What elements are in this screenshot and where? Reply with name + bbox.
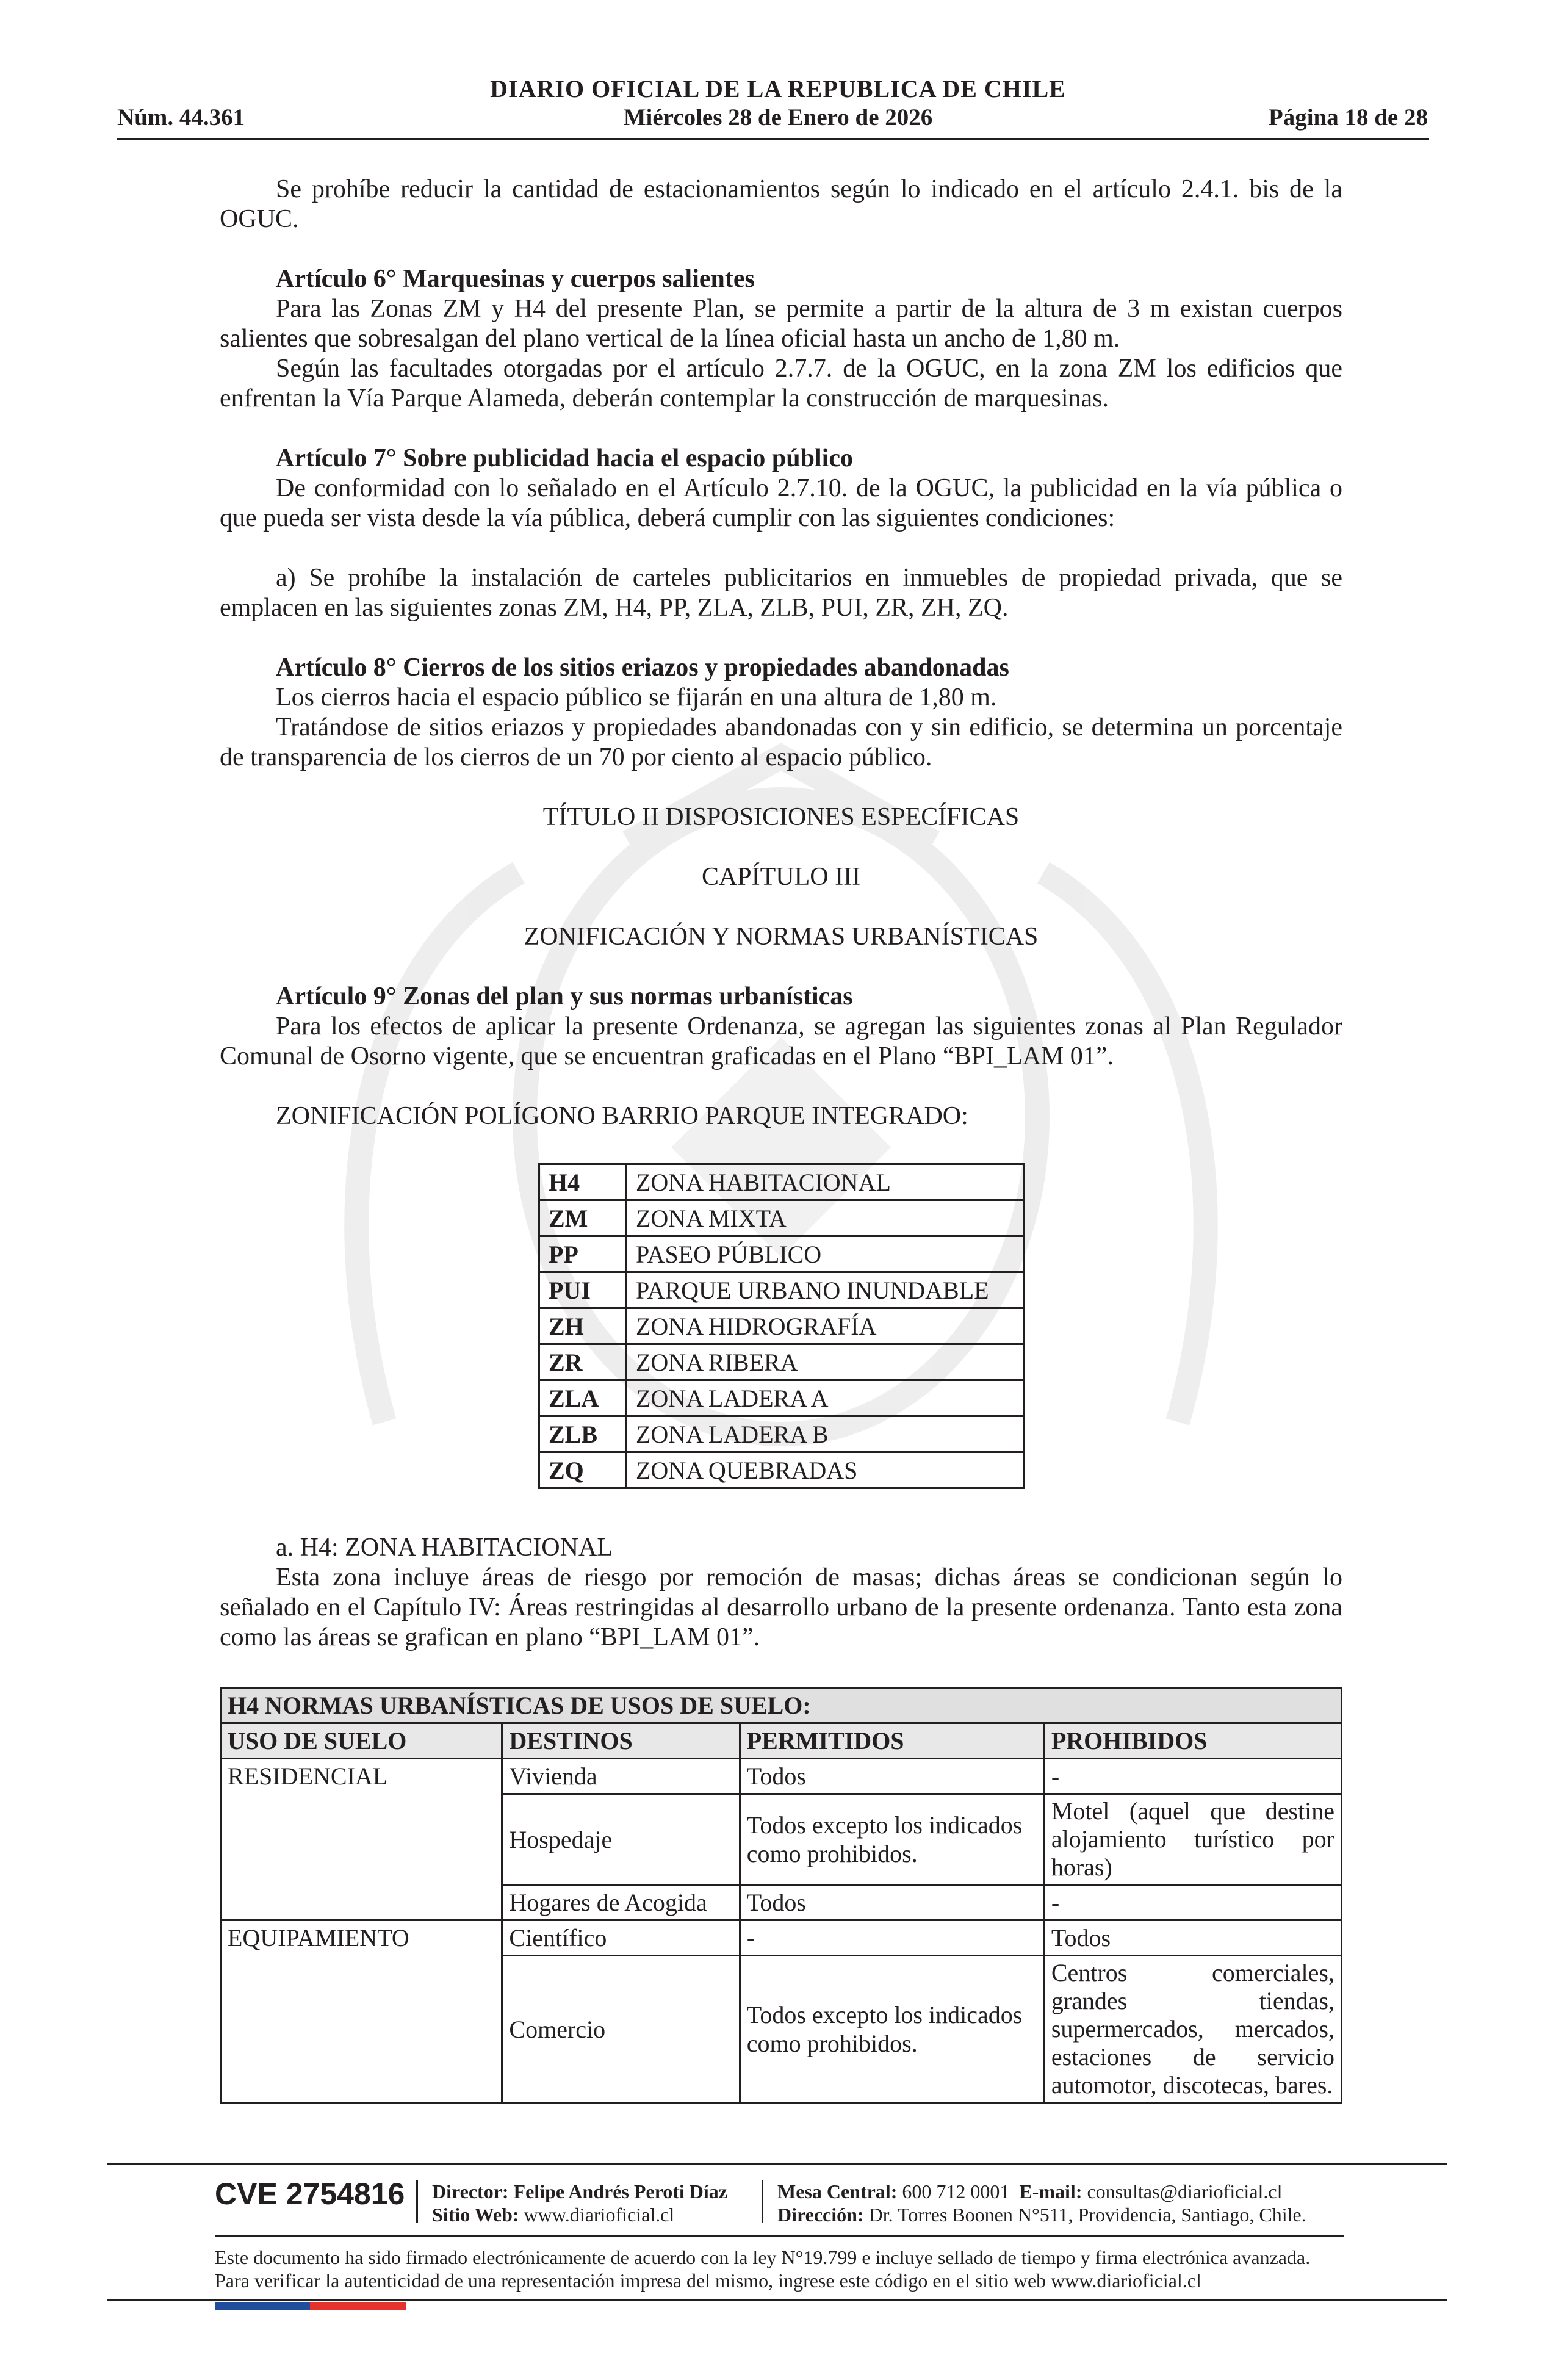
zone-row [539, 1416, 1024, 1452]
page-number: Página 18 de 28 [1268, 104, 1428, 131]
flag-stripe-blue [215, 2302, 310, 2310]
prohibited-cell: - [1044, 1759, 1341, 1794]
zone-row [539, 1272, 1024, 1308]
body-text-h4 [220, 1533, 1342, 1653]
prohibited-cell: - [1044, 1885, 1341, 1920]
norms-row [221, 1759, 1342, 1794]
header-divider [117, 138, 1429, 140]
destination-cell: Científico [502, 1920, 740, 1956]
email-link[interactable]: consultas@diarioficial.cl [1087, 2180, 1283, 2202]
zone-code: ZLA [539, 1380, 627, 1416]
destination-cell: Vivienda [502, 1759, 740, 1794]
norms-column-header: DESTINOS [502, 1723, 740, 1759]
chapter-iii: CAPÍTULO III [701, 863, 861, 891]
zone-description: ZONA QUEBRADAS [627, 1452, 1024, 1488]
newspaper-title: DIARIO OFICIAL DE LA REPUBLICA DE CHILE [490, 75, 1066, 103]
footer-divider-bottom [107, 2299, 1447, 2301]
article-8-paragraph-1: Los cierros hacia el espacio público se fijarán en una altura de 1,80 m. [276, 683, 997, 712]
article-7-item-a: a) Se prohíbe la instalación de carteles publicitarios en inmuebles de propiedad privada, que se emplacen en las siguientes zonas ZM, H4, PP, ZLA, ZLB, PUI, ZR, ZH, ZQ. [220, 564, 1342, 622]
zone-code: ZM [539, 1200, 627, 1236]
zone-description: ZONA LADERA B [627, 1416, 1024, 1452]
director-label: Director: [432, 2180, 509, 2202]
norms-column-header: PERMITIDOS [740, 1723, 1044, 1759]
permitted-cell: - [740, 1920, 1044, 1956]
destination-cell: Comercio [502, 1956, 740, 2103]
article-6-heading: Artículo 6° Marquesinas y cuerpos salientes [276, 265, 755, 293]
issue-date: Miércoles 28 de Enero de 2026 [623, 104, 933, 131]
zone-code: PUI [539, 1272, 627, 1308]
zone-description: PARQUE URBANO INUNDABLE [627, 1272, 1024, 1308]
destination-cell: Hogares de Acogida [502, 1885, 740, 1920]
zone-code: ZQ [539, 1452, 627, 1488]
zone-code: ZR [539, 1344, 627, 1380]
norms-column-header: USO DE SUELO [221, 1723, 502, 1759]
article-8-heading: Artículo 8° Cierros de los sitios eriazos y propiedades abandonadas [276, 654, 1009, 682]
issue-number: Núm. 44.361 [117, 104, 245, 131]
zone-row [539, 1164, 1024, 1200]
land-use-cell: RESIDENCIAL [221, 1759, 502, 1920]
zones-table [538, 1163, 1025, 1489]
prohibited-cell: Centros comerciales, grandes tiendas, supermercados, mercados, estaciones de servicio automotor, discotecas, bares. [1044, 1956, 1341, 2103]
permitted-cell: Todos [740, 1759, 1044, 1794]
phone-number: 600 712 0001 [902, 2180, 1010, 2202]
zone-description: ZONA HIDROGRAFÍA [627, 1308, 1024, 1344]
zone-description: ZONA HABITACIONAL [627, 1164, 1024, 1200]
flag-stripe-red [310, 2302, 406, 2310]
permitted-cell: Todos excepto los indicados como prohibidos. [740, 1794, 1044, 1885]
body-text-top [220, 175, 1342, 1131]
zone-description: PASEO PÚBLICO [627, 1236, 1024, 1272]
article-6-paragraph-2: Según las facultades otorgadas por el artículo 2.7.7. de la OGUC, en la zona ZM los edificios que enfrentan la Vía Parque Alameda, deberán contemplar la construcción de marquesinas. [220, 355, 1342, 413]
land-use-cell: EQUIPAMIENTO [221, 1920, 502, 2103]
email-label: E-mail: [1019, 2180, 1082, 2202]
prohibited-cell: Todos [1044, 1920, 1341, 1956]
article-8-paragraph-2: Tratándose de sitios eriazos y propiedades abandonadas con y sin edificio, se determina un porcentaje de transparencia de los cierros de un 70 por ciento al espacio público. [220, 713, 1342, 771]
zone-row [539, 1344, 1024, 1380]
footer-divider-middle [215, 2235, 1344, 2237]
legal-notice: Este documento ha sido firmado electrónicamente de acuerdo con la ley N°19.799 e incluye sellado de tiempo y firma electrónica avanzada. Para verificar la autenticidad de una representación impresa del mismo, ingrese este código en el sitio web www.diarioficial.cl [215, 2246, 1311, 2292]
norms-column-header: PROHIBIDOS [1044, 1723, 1341, 1759]
h4-norms-table [220, 1687, 1342, 2104]
prohibited-cell: Motel (aquel que destine alojamiento turístico por horas) [1044, 1794, 1341, 1885]
website-link[interactable]: www.diarioficial.cl [524, 2204, 675, 2226]
footer-divider-top [107, 2163, 1447, 2165]
footer-separator [416, 2180, 418, 2223]
zone-code: PP [539, 1236, 627, 1272]
permitted-cell: Todos [740, 1885, 1044, 1920]
article-9-paragraph-1: Para los efectos de aplicar la presente Ordenanza, se agregan las siguientes zonas al Plan Regulador Comunal de Osorno vigente, que se encuentran graficadas en el Plano “BPI_LAM 01”. [220, 1012, 1342, 1070]
article-7-heading: Artículo 7° Sobre publicidad hacia el espacio público [276, 444, 853, 472]
cve-code: CVE 2754816 [215, 2177, 405, 2211]
director-name: Felipe Andrés Peroti Díaz [513, 2180, 727, 2202]
article-7-paragraph-1: De conformidad con lo señalado en el Artículo 2.7.10. de la OGUC, la publicidad en la vía pública o que pueda ser vista desde la vía pública, deberá cumplir con las siguientes condiciones: [220, 474, 1342, 532]
website-label: Sitio Web: [432, 2204, 519, 2226]
footer-separator [762, 2180, 763, 2223]
address-label: Dirección: [777, 2204, 864, 2226]
title-ii: TÍTULO II DISPOSICIONES ESPECÍFICAS [542, 803, 1020, 831]
norms-table-title: H4 NORMAS URBANÍSTICAS DE USOS DE SUELO: [221, 1688, 1342, 1723]
footer-contact-block [777, 2180, 1306, 2226]
h4-title: a. H4: ZONA HABITACIONAL [276, 1534, 613, 1562]
norms-row [221, 1920, 1342, 1956]
zone-code: ZH [539, 1308, 627, 1344]
zone-row [539, 1380, 1024, 1416]
zone-code: H4 [539, 1164, 627, 1200]
zone-code: ZLB [539, 1416, 627, 1452]
zone-row [539, 1308, 1024, 1344]
article-9-heading: Artículo 9° Zonas del plan y sus normas urbanísticas [276, 983, 853, 1011]
address: Dr. Torres Boonen N°511, Providencia, Santiago, Chile. [868, 2204, 1306, 2226]
zone-description: ZONA RIBERA [627, 1344, 1024, 1380]
zone-description: ZONA LADERA A [627, 1380, 1024, 1416]
h4-paragraph: Esta zona incluye áreas de riesgo por remoción de masas; dichas áreas se condicionan según lo señalado en el Capítulo IV: Áreas restringidas al desarrollo urbano de la presente ordenanza. Tanto esta zona como las áreas se grafican en plano “BPI_LAM 01”. [220, 1563, 1342, 1651]
permitted-cell: Todos excepto los indicados como prohibidos. [740, 1956, 1044, 2103]
phone-label: Mesa Central: [777, 2180, 898, 2202]
zone-row [539, 1200, 1024, 1236]
destination-cell: Hospedaje [502, 1794, 740, 1885]
zoning-heading: ZONIFICACIÓN Y NORMAS URBANÍSTICAS [524, 923, 1039, 951]
zone-row [539, 1236, 1024, 1272]
footer-director-block [432, 2180, 727, 2226]
zone-row [539, 1452, 1024, 1488]
polygon-heading: ZONIFICACIÓN POLÍGONO BARRIO PARQUE INTEGRADO: [276, 1102, 968, 1130]
zone-description: ZONA MIXTA [627, 1200, 1024, 1236]
paragraph-parking: Se prohíbe reducir la cantidad de estacionamientos según lo indicado en el artículo 2.4.1. bis de la OGUC. [220, 175, 1342, 233]
article-6-paragraph-1: Para las Zonas ZM y H4 del presente Plan, se permite a partir de la altura de 3 m existan cuerpos salientes que sobresalgan del plano vertical de la línea oficial hasta un ancho de 1,80 m. [220, 295, 1342, 353]
